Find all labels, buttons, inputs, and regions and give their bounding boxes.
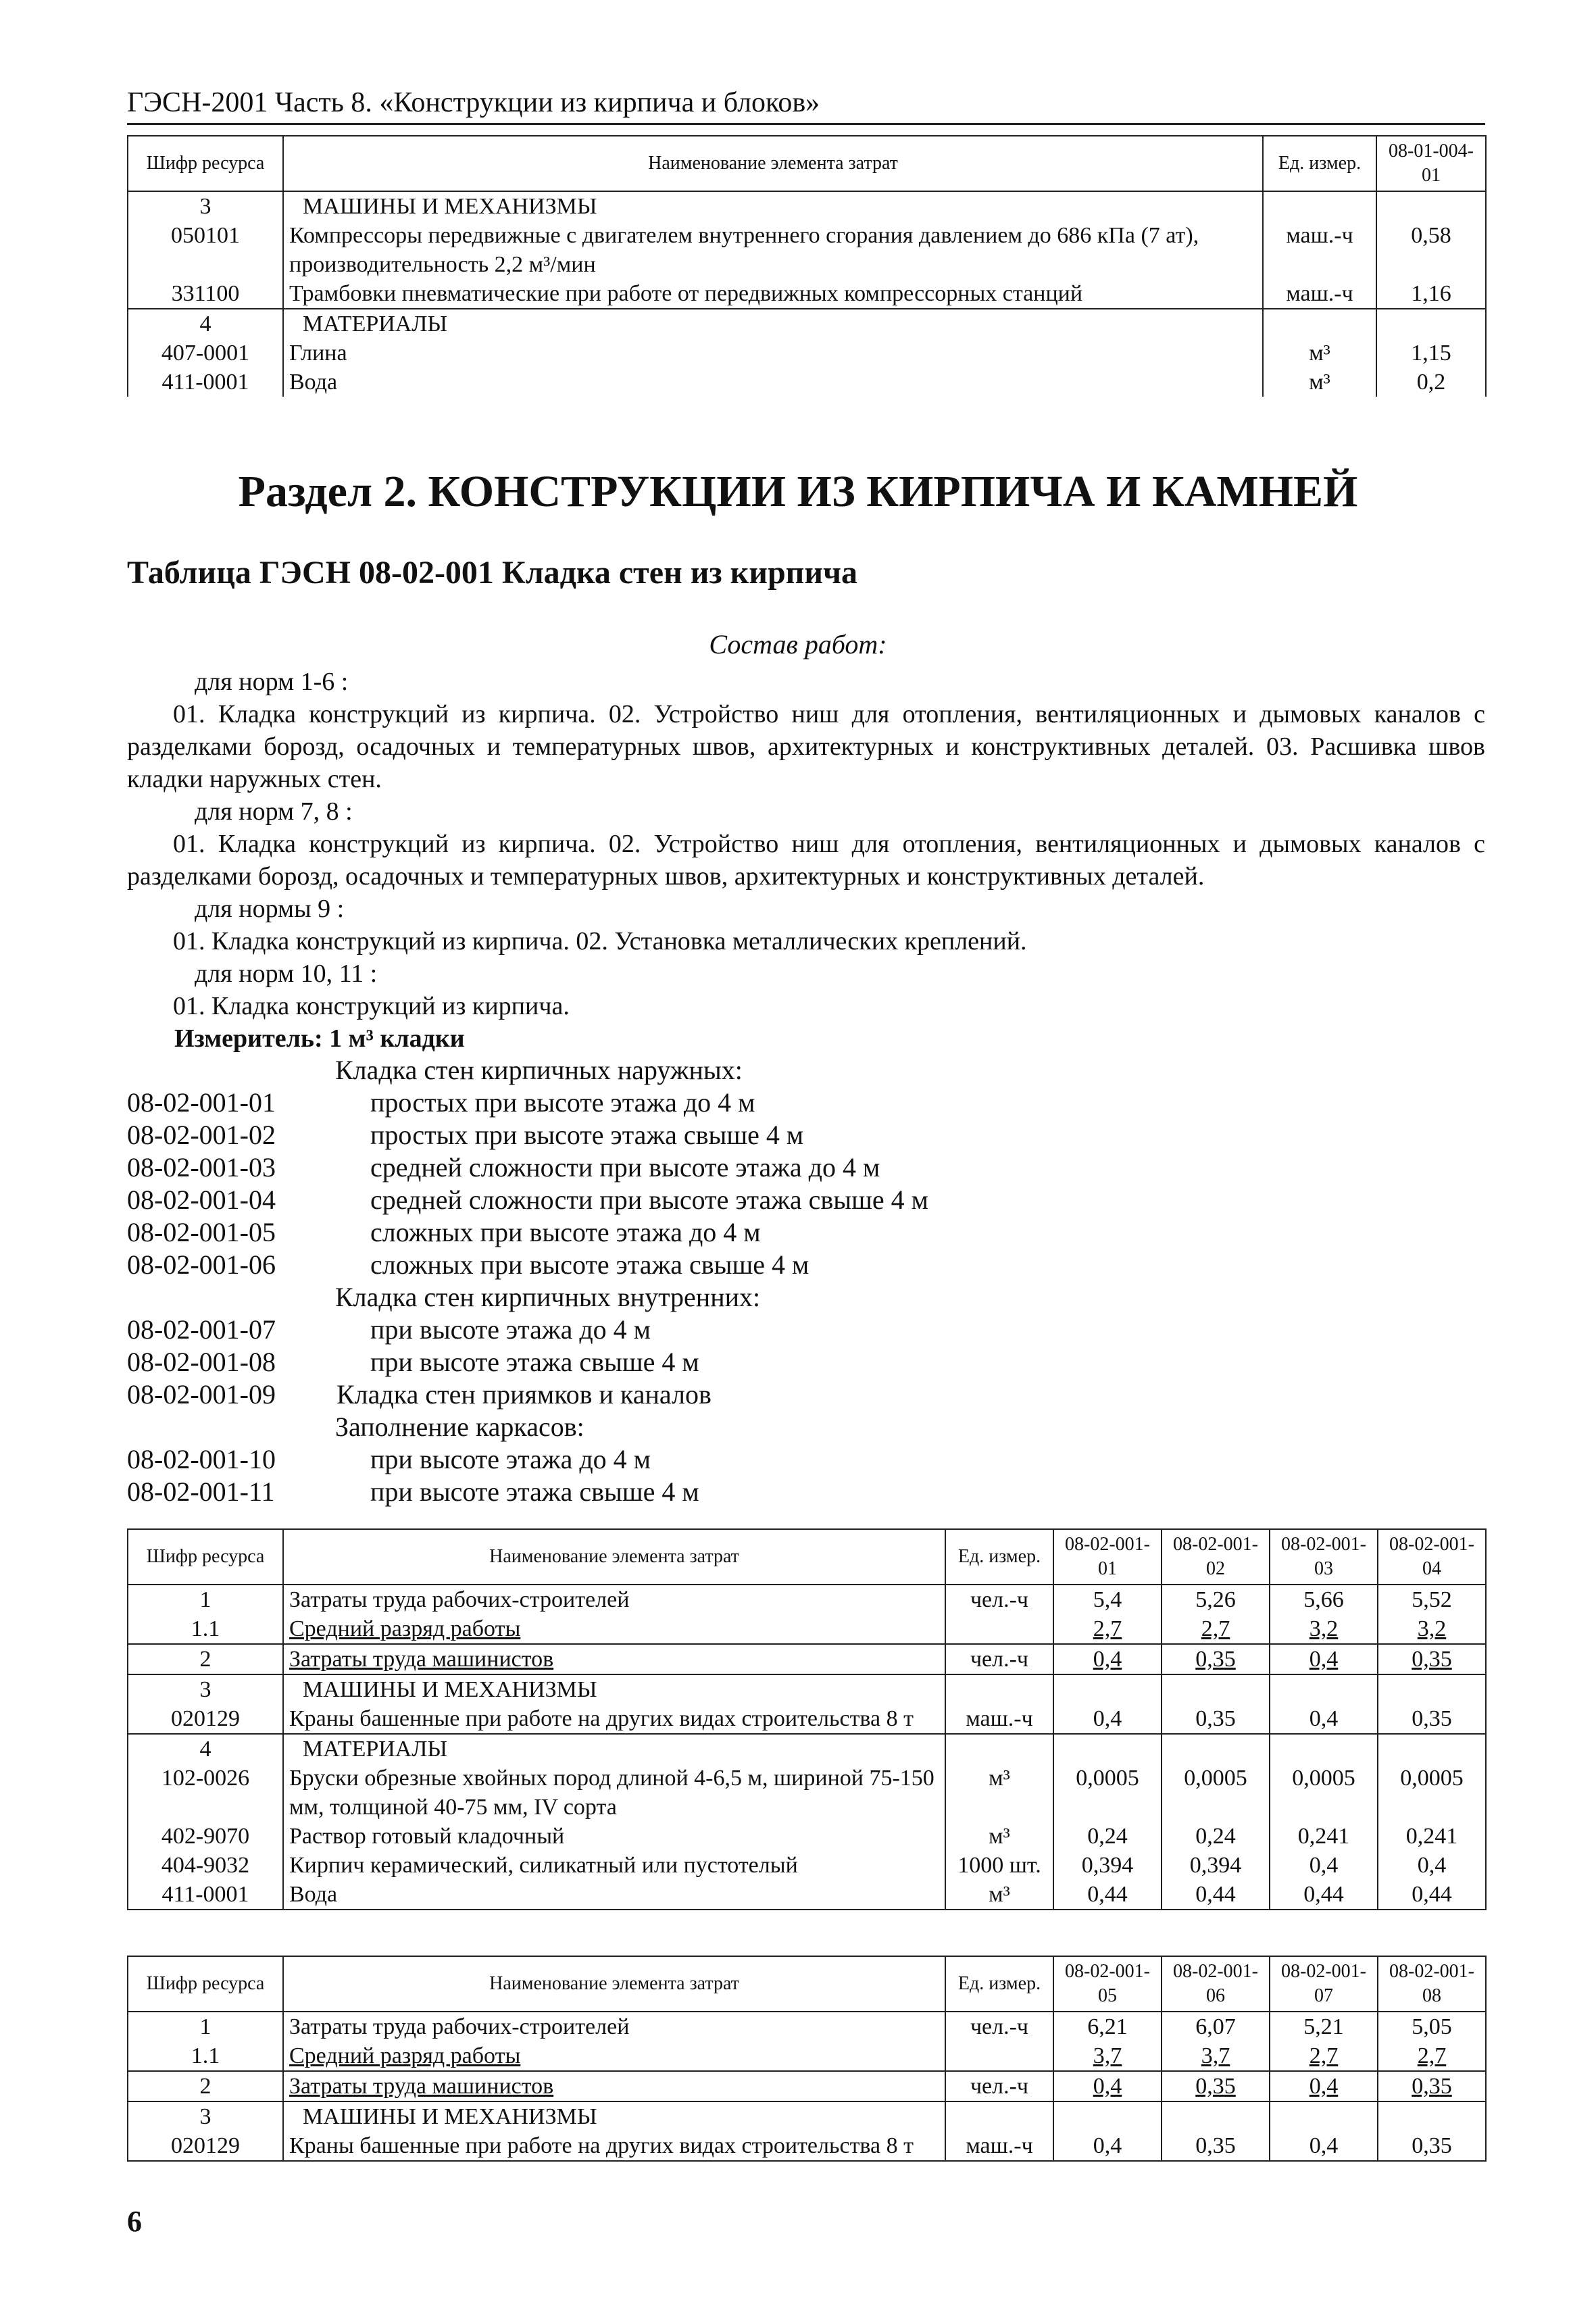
norm-code: 08-02-001-02 [127,1120,276,1150]
norm-value [1053,1734,1162,1764]
resource-code: 3 [128,191,283,221]
col-header-code: Шифр ресурса [128,1529,283,1585]
col-header-name: Наименование элемента затрат [283,136,1263,191]
norm-value [1162,1734,1270,1764]
norm-value: 5,21 [1270,2012,1378,2041]
norm-value: 0,4 [1270,1704,1378,1734]
norm-value: 2,7 [1270,2041,1378,2071]
norm-description: Кладка стен приямков и каналов [336,1379,712,1410]
section-title: Раздел 2. КОНСТРУКЦИИ ИЗ КИРПИЧА И КАМНЕЙ [238,467,1358,516]
resource-code: 1 [128,2012,283,2041]
norm-value [1162,1674,1270,1704]
norm-value: 0,44 [1162,1880,1270,1910]
norm-value: 0,4 [1270,1644,1378,1674]
resource-name: МАТЕРИАЛЫ [283,1734,945,1764]
resource-unit [945,2101,1053,2131]
resource-name: Затраты труда машинистов [283,2071,945,2101]
norm-code: 08-02-001-11 [127,1476,275,1507]
table-row [128,1704,1486,1734]
table-row [128,221,1486,279]
resource-code: 1.1 [128,2041,283,2071]
resource-code: 020129 [128,1704,283,1734]
norm-row [127,1314,928,1346]
norm-value: 0,24 [1162,1822,1270,1851]
norm-value: 2,7 [1053,1614,1162,1644]
norm-value [1270,1674,1378,1704]
col-header-norm: 08-02-001-04 [1378,1529,1486,1585]
work-group-label: для норм 10, 11 : [195,960,378,988]
norm-value: 0,394 [1162,1851,1270,1880]
norm-code: 08-02-001-10 [127,1444,276,1474]
norms-list [127,1054,928,1508]
resource-code: 1.1 [128,1614,283,1644]
col-header-norm: 08-02-001-06 [1162,1956,1270,2012]
norm-value: 0,44 [1378,1880,1486,1910]
resource-name: МАШИНЫ И МЕХАНИЗМЫ [283,1674,945,1704]
resource-code: 404-9032 [128,1851,283,1880]
norm-code: 08-02-001-03 [127,1152,276,1183]
table-row [128,1822,1486,1851]
page-number: 6 [127,2205,142,2238]
norm-value: 3,2 [1270,1614,1378,1644]
table-row [128,309,1486,339]
norm-row [127,1151,928,1184]
norm-group-row [127,1054,928,1087]
resource-code: 020129 [128,2131,283,2161]
table-row [128,1644,1486,1674]
col-header-norm: 08-02-001-03 [1270,1529,1378,1585]
work-group-label: для нормы 9 : [195,895,345,923]
resource-unit [1263,309,1376,339]
table-row [128,2071,1486,2101]
resource-name: Кирпич керамический, силикатный или пустотелый [283,1851,945,1880]
work-group-text: 01. Кладка конструкций из кирпича. 02. Устройство ниш для отопления, вентиляционных и дымовых каналов с разделками борозд, осадочных и температурных швов, архитектурных и конструктивных деталей. [127,830,1485,891]
norm-code: 08-02-001-04 [127,1185,276,1215]
norm-value: 0,0005 [1053,1764,1162,1822]
resource-unit: м³ [945,1764,1053,1822]
norm-value: 0,394 [1053,1851,1162,1880]
resource-unit: чел.-ч [945,1644,1053,1674]
norm-value: 2,7 [1162,1614,1270,1644]
table-header-row [128,136,1486,191]
norm-description: сложных при высоте этажа до 4 м [370,1217,761,1247]
table-header-row [128,1956,1486,2012]
resource-unit: маш.-ч [945,1704,1053,1734]
table-row [128,2041,1486,2071]
norm-value: 0,35 [1378,2071,1486,2101]
norm-row [127,1346,928,1378]
norm-value: 0,35 [1162,2131,1270,2161]
resource-name: Затраты труда рабочих-строителей [283,2012,945,2041]
norm-value: 0,4 [1053,2131,1162,2161]
resource-unit: 1000 шт. [945,1851,1053,1880]
resource-name: МАШИНЫ И МЕХАНИЗМЫ [283,2101,945,2131]
resource-name: Глина [283,339,1263,368]
norm-value: 0,35 [1162,2071,1270,2101]
norm-value: 0,4 [1053,2071,1162,2101]
norm-group-title: Заполнение каркасов: [335,1412,584,1442]
norm-group-row [127,1281,928,1314]
resource-name: Вода [283,368,1263,397]
col-header-unit: Ед. измер. [945,1956,1053,2012]
resource-name: МАШИНЫ И МЕХАНИЗМЫ [283,191,1263,221]
table-row [128,1734,1486,1764]
col-header-unit: Ед. измер. [945,1529,1053,1585]
measure-unit: Измеритель: 1 м³ кладки [174,1024,465,1053]
norm-value: 6,21 [1053,2012,1162,2041]
table-row [128,1674,1486,1704]
norm-row [127,1087,928,1119]
resource-code: 1 [128,1585,283,1614]
table-row [128,1880,1486,1910]
norm-value [1376,191,1486,221]
resource-unit: маш.-ч [1263,221,1376,279]
norm-value: 0,35 [1162,1704,1270,1734]
norm-description: простых при высоте этажа свыше 4 м [370,1120,804,1150]
norm-value: 0,4 [1053,1644,1162,1674]
resource-code: 411-0001 [128,1880,283,1910]
norm-value: 0,0005 [1162,1764,1270,1822]
norm-row [127,1476,928,1508]
norm-value: 0,0005 [1270,1764,1378,1822]
norm-value: 3,2 [1378,1614,1486,1644]
resource-name: Вода [283,1880,945,1910]
norm-value [1378,2101,1486,2131]
norm-description: простых при высоте этажа до 4 м [370,1087,755,1118]
norm-value: 0,35 [1378,1704,1486,1734]
col-header-norm: 08-01-004-01 [1376,136,1486,191]
table-row [128,368,1486,397]
norm-value: 0,241 [1378,1822,1486,1851]
resource-code: 3 [128,2101,283,2131]
resource-unit: м³ [1263,368,1376,397]
norm-value: 3,7 [1162,2041,1270,2071]
resource-code: 2 [128,1644,283,1674]
norm-value: 5,05 [1378,2012,1486,2041]
col-header-name: Наименование элемента затрат [283,1956,945,2012]
norm-row [127,1443,928,1476]
norm-group-title: Кладка стен кирпичных внутренних: [335,1282,761,1312]
table-header-row [128,1529,1486,1585]
norm-row [127,1184,928,1216]
norm-description: при высоте этажа до 4 м [370,1314,651,1345]
resource-code: 407-0001 [128,339,283,368]
resource-name: Трамбовки пневматические при работе от передвижных компрессорных станций [283,279,1263,309]
resource-table-08-02-001-b [127,1956,1487,2162]
resource-unit: м³ [1263,339,1376,368]
resource-code: 3 [128,1674,283,1704]
resource-code: 402-9070 [128,1822,283,1851]
norm-value [1270,2101,1378,2131]
norm-value: 0,4 [1053,1704,1162,1734]
work-group-label: для норм 1-6 : [195,668,349,696]
norm-value [1053,1674,1162,1704]
norm-code: 08-02-001-08 [127,1347,276,1377]
table-row [128,2131,1486,2161]
resource-code: 050101 [128,221,283,279]
resource-name: Средний разряд работы [283,1614,945,1644]
resource-code: 331100 [128,279,283,309]
norm-value: 0,35 [1162,1644,1270,1674]
norm-value: 0,24 [1053,1822,1162,1851]
col-header-norm: 08-02-001-02 [1162,1529,1270,1585]
resource-unit: чел.-ч [945,1585,1053,1614]
norm-description: при высоте этажа свыше 4 м [370,1476,699,1507]
norm-value: 0,2 [1376,368,1486,397]
resource-table-08-01-004 [127,135,1487,397]
table-row [128,279,1486,309]
resource-code: 102-0026 [128,1764,283,1822]
norm-value: 1,16 [1376,279,1486,309]
resource-code: 2 [128,2071,283,2101]
norm-value: 0,4 [1270,2131,1378,2161]
norm-row [127,1216,928,1249]
norm-value: 5,66 [1270,1585,1378,1614]
table-row [128,339,1486,368]
resource-unit [1263,191,1376,221]
norm-code: 08-02-001-07 [127,1314,276,1345]
norm-group-row [127,1411,928,1443]
norm-value: 5,4 [1053,1585,1162,1614]
resource-name: Затраты труда рабочих-строителей [283,1585,945,1614]
resource-name: Раствор готовый кладочный [283,1822,945,1851]
table-title: Таблица ГЭСН 08-02-001 Кладка стен из кирпича [127,555,858,591]
work-composition [127,666,1485,1055]
norm-value [1378,1674,1486,1704]
resource-name: Краны башенные при работе на других видах строительства 8 т [283,2131,945,2161]
norm-value: 0,44 [1270,1880,1378,1910]
norm-row [127,1378,928,1411]
norm-value: 0,58 [1376,221,1486,279]
work-composition-heading: Состав работ: [709,629,887,659]
col-header-norm: 08-02-001-08 [1378,1956,1486,2012]
norm-value: 0,35 [1378,2131,1486,2161]
table-row [128,1614,1486,1644]
norm-description: сложных при высоте этажа свыше 4 м [370,1249,809,1280]
resource-code: 4 [128,309,283,339]
resource-name: МАТЕРИАЛЫ [283,309,1263,339]
col-header-name: Наименование элемента затрат [283,1529,945,1585]
resource-name: Затраты труда машинистов [283,1644,945,1674]
work-group-text: 01. Кладка конструкций из кирпича. 02. Установка металлических креплений. [173,927,1027,955]
col-header-norm: 08-02-001-05 [1053,1956,1162,2012]
resource-unit: чел.-ч [945,2071,1053,2101]
norm-description: при высоте этажа свыше 4 м [370,1347,699,1377]
norm-description: при высоте этажа до 4 м [370,1444,651,1474]
table-row [128,2101,1486,2131]
norm-group-title: Кладка стен кирпичных наружных: [335,1055,743,1085]
norm-code: 08-02-001-01 [127,1087,276,1118]
resource-unit [945,1734,1053,1764]
norm-value: 0,35 [1378,1644,1486,1674]
table-row [128,1585,1486,1614]
norm-value: 1,15 [1376,339,1486,368]
norm-value: 3,7 [1053,2041,1162,2071]
work-group-text: 01. Кладка конструкций из кирпича. 02. Устройство ниш для отопления, вентиляционных и дымовых каналов с разделками борозд, осадочных и температурных швов, архитектурных и конструктивных деталей. 03. Расшивка швов кладки наружных стен. [127,700,1485,793]
col-header-norm: 08-02-001-01 [1053,1529,1162,1585]
norm-code: 08-02-001-05 [127,1217,276,1247]
norm-value [1162,2101,1270,2131]
norm-code: 08-02-001-06 [127,1249,276,1280]
norm-value [1053,2101,1162,2131]
norm-value: 0,4 [1378,1851,1486,1880]
col-header-norm: 08-02-001-07 [1270,1956,1378,2012]
norm-code: 08-02-001-09 [127,1379,276,1410]
norm-value: 5,26 [1162,1585,1270,1614]
resource-name: Краны башенные при работе на других видах строительства 8 т [283,1704,945,1734]
col-header-code: Шифр ресурса [128,1956,283,2012]
norm-value [1270,1734,1378,1764]
col-header-code: Шифр ресурса [128,136,283,191]
work-group-text: 01. Кладка конструкций из кирпича. [173,992,570,1020]
norm-value [1378,1734,1486,1764]
header-rule [127,123,1485,125]
table-row [128,2012,1486,2041]
resource-unit: чел.-ч [945,2012,1053,2041]
norm-value: 0,4 [1270,1851,1378,1880]
norm-value: 6,07 [1162,2012,1270,2041]
norm-value: 5,52 [1378,1585,1486,1614]
norm-value [1376,309,1486,339]
table-row [128,1764,1486,1822]
resource-unit [945,1674,1053,1704]
resource-unit: маш.-ч [1263,279,1376,309]
norm-value: 0,0005 [1378,1764,1486,1822]
resource-unit [945,2041,1053,2071]
table-row [128,191,1486,221]
norm-value: 0,44 [1053,1880,1162,1910]
resource-unit [945,1614,1053,1644]
norm-description: средней сложности при высоте этажа свыше 4 м [370,1185,928,1215]
norm-row [127,1119,928,1151]
col-header-unit: Ед. измер. [1263,136,1376,191]
table-row [128,1851,1486,1880]
norm-value: 0,241 [1270,1822,1378,1851]
resource-name: Компрессоры передвижные с двигателем внутреннего сгорания давлением до 686 кПа (7 ат), производительность 2,2 м³/мин [283,221,1263,279]
resource-name: Средний разряд работы [283,2041,945,2071]
resource-unit: м³ [945,1822,1053,1851]
norm-description: средней сложности при высоте этажа до 4 м [370,1152,880,1183]
resource-name: Бруски обрезные хвойных пород длиной 4-6,5 м, шириной 75-150 мм, толщиной 40-75 мм, IV сорта [283,1764,945,1822]
resource-unit: маш.-ч [945,2131,1053,2161]
work-group-label: для норм 7, 8 : [195,797,353,826]
norm-value: 2,7 [1378,2041,1486,2071]
norm-row [127,1249,928,1281]
norm-value: 0,4 [1270,2071,1378,2101]
resource-table-08-02-001-a [127,1528,1487,1910]
resource-unit: м³ [945,1880,1053,1910]
running-header: ГЭСН-2001 Часть 8. «Конструкции из кирпича и блоков» [127,87,820,118]
resource-code: 411-0001 [128,368,283,397]
resource-code: 4 [128,1734,283,1764]
